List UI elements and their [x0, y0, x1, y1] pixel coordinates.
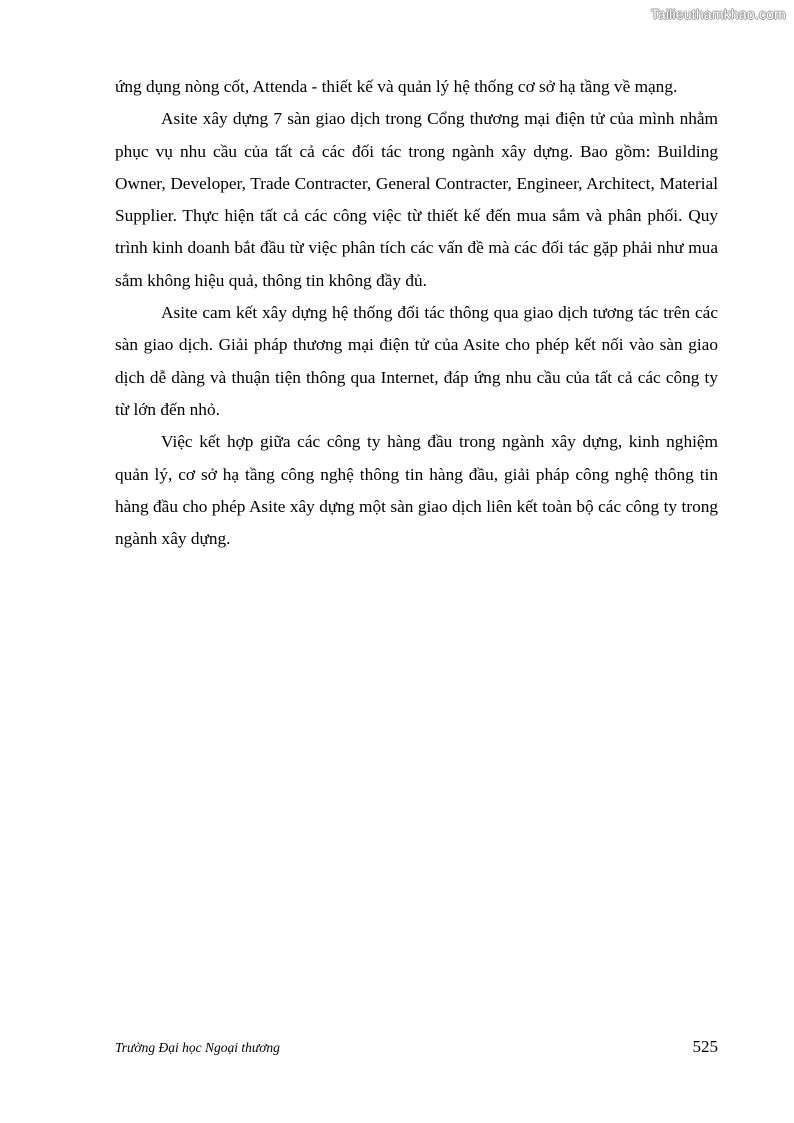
document-body: [115, 71, 718, 555]
watermark: Tailieuthamkhao.com: [650, 6, 786, 22]
paragraph-asite-combination: Việc kết hợp giữa các công ty hàng đầu trong ngành xây dựng, kinh nghiệm quản lý, cơ sở hạ tầng công nghệ thông tin hàng đầu, giải pháp công nghệ thông tin hàng đầu cho phép Asite xây dựng một sàn giao dịch liên kết toàn bộ các công ty trong ngành xây dựng.: [115, 432, 718, 549]
paragraph-asite-exchanges: Asite xây dựng 7 sàn giao dịch trong Cổng thương mại điện tử của mình nhằm phục vụ nhu cầu của tất cả các đối tác trong ngành xây dựng. Bao gồm: Building Owner, Developer, Trade Contracter, General Contracter, Engineer, Architect, Material Supplier. Thực hiện tất cả các công việc từ thiết kế đến mua sắm và phân phối. Quy trình kinh doanh bắt đầu từ việc phân tích các vấn đề mà các đối tác gặp phải như mua sắm không hiệu quả, thông tin không đầy đủ.: [115, 109, 718, 290]
paragraph-asite-commitment: Asite cam kết xây dựng hệ thống đối tác thông qua giao dịch tương tác trên các sàn giao dịch. Giải pháp thương mại điện tử của Asite cho phép kết nối vào sàn giao dịch dễ dàng và thuận tiện thông qua Internet, đáp ứng nhu cầu của tất cả các công ty từ lớn đến nhỏ.: [115, 303, 718, 419]
page-number: 525: [692, 1037, 718, 1056]
paragraph-continuation: ứng dụng nòng cốt, Attenda - thiết kế và quản lý hệ thống cơ sở hạ tầng về mạng.: [115, 77, 678, 96]
page-footer: [115, 1037, 718, 1057]
footer-institution: Trường Đại học Ngoại thương: [115, 1040, 280, 1055]
